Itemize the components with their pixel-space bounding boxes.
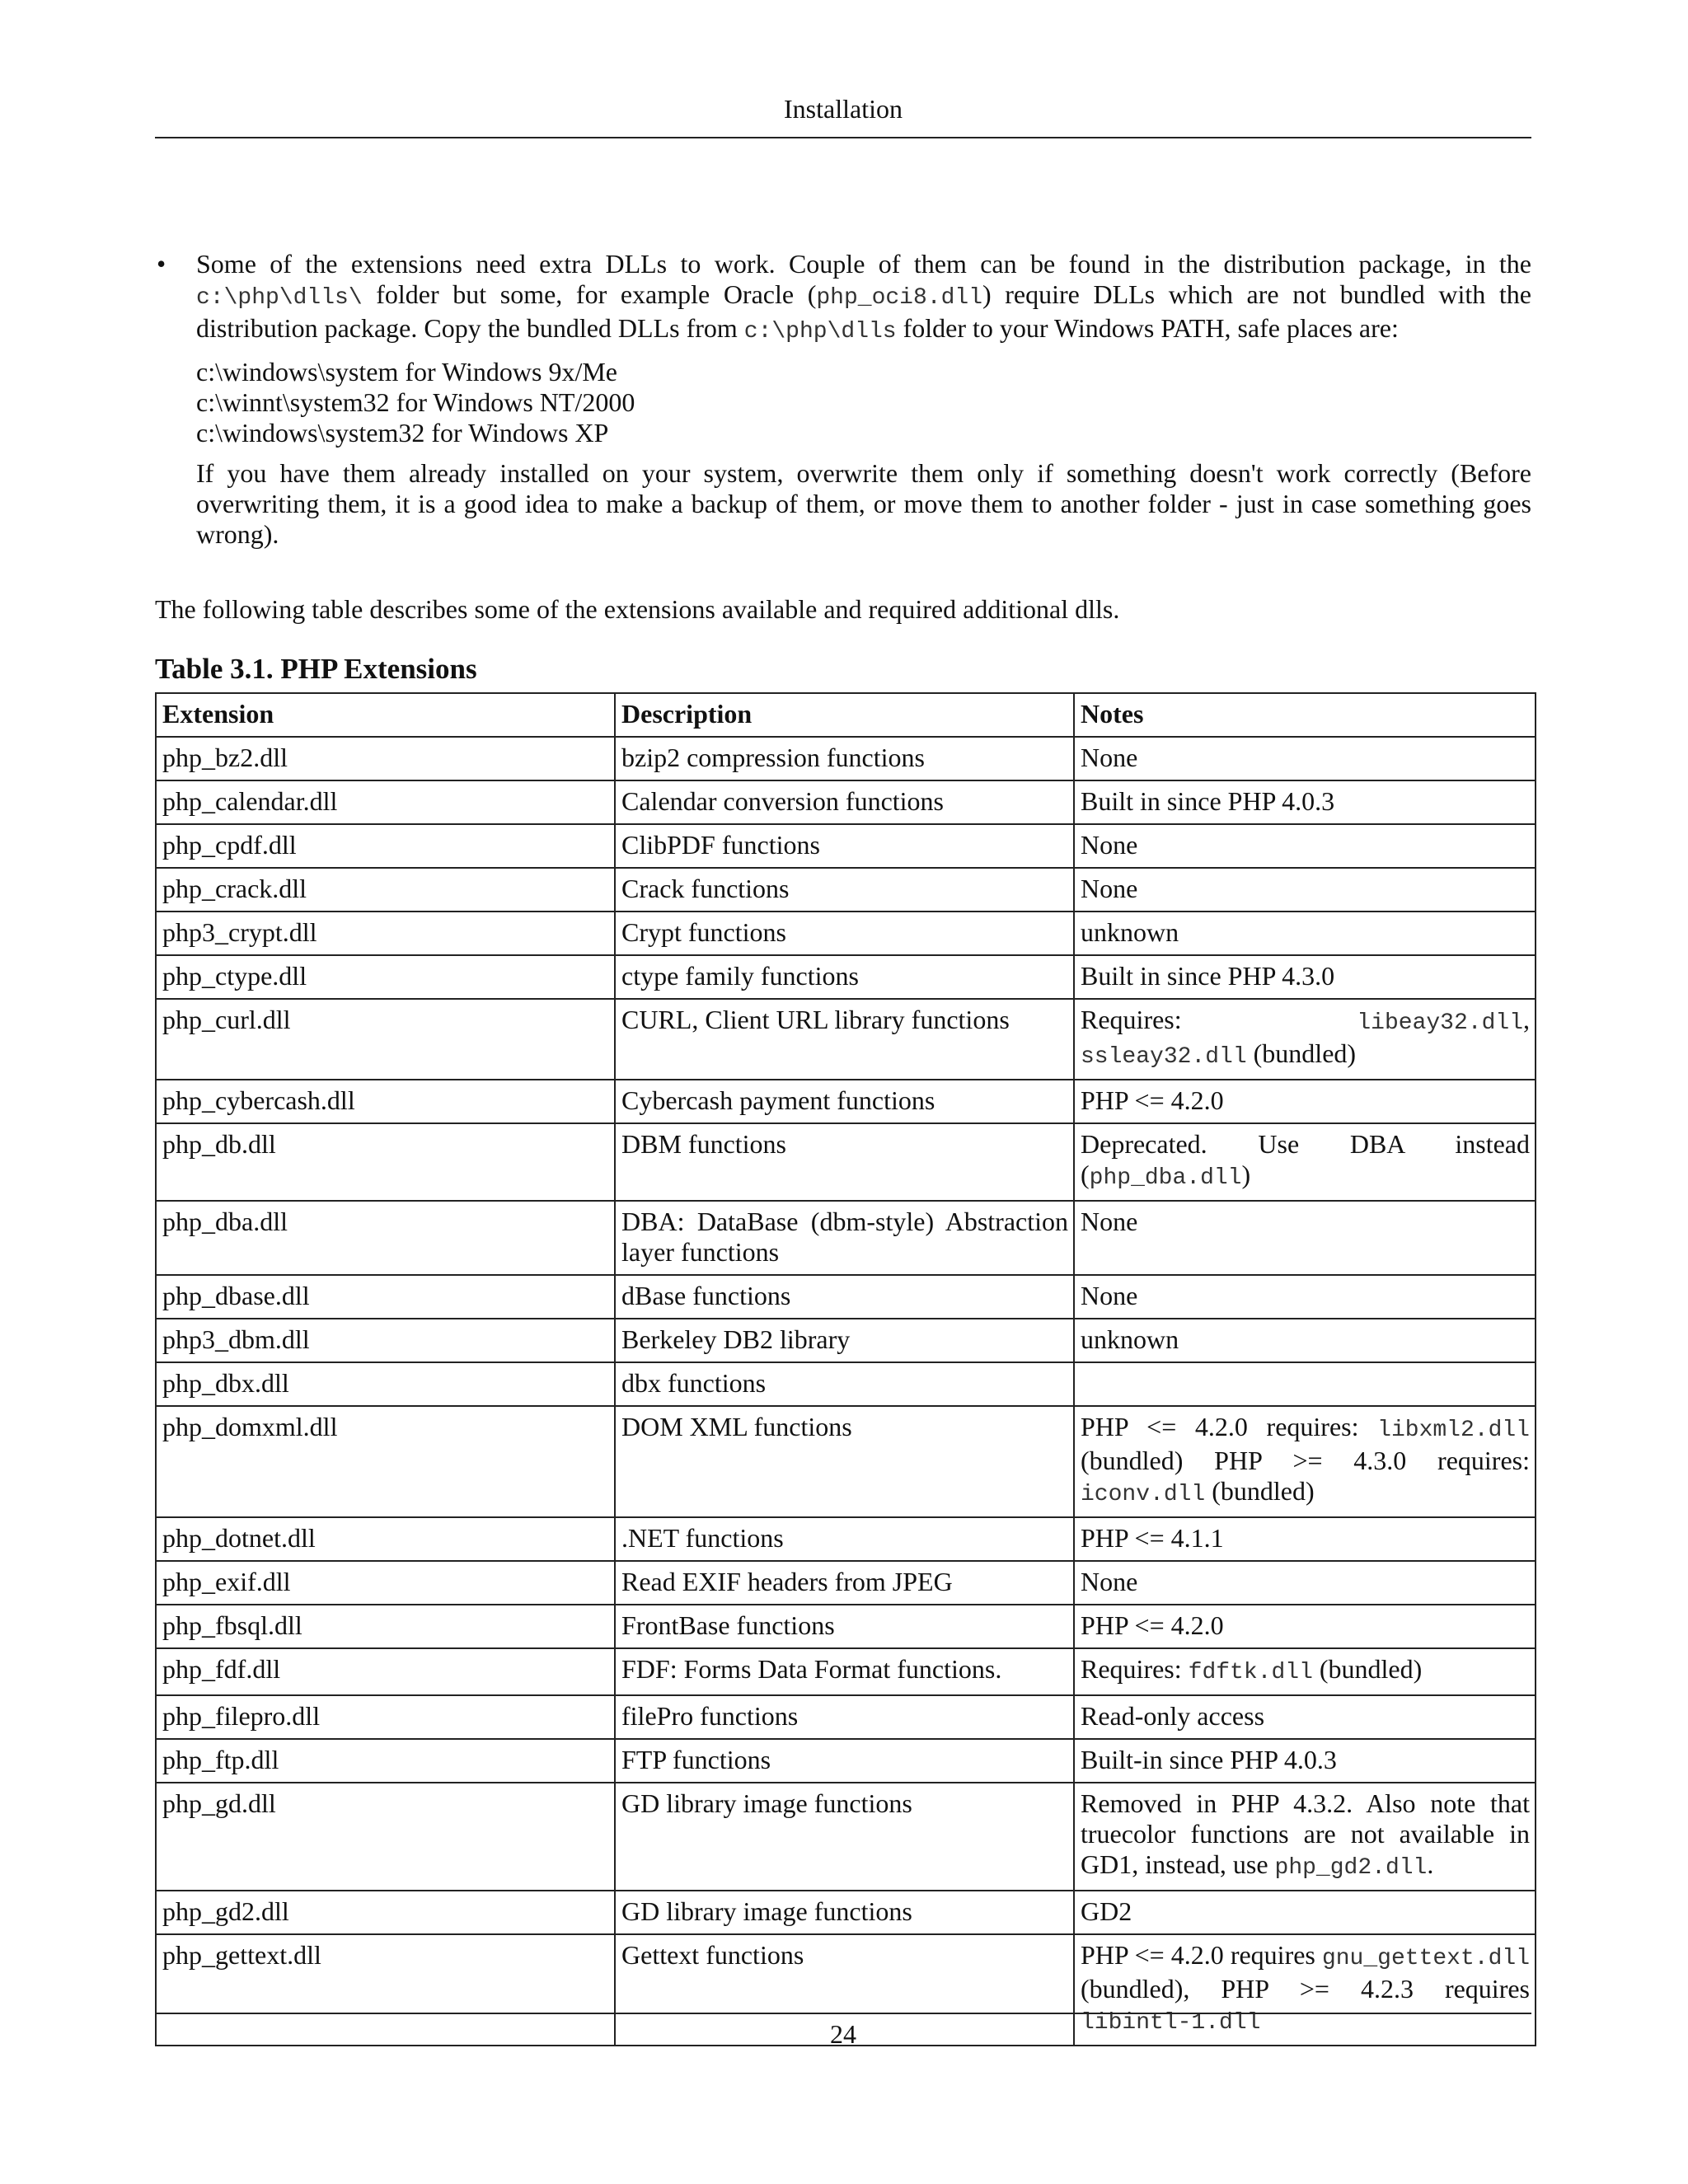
windows-path-line: c:\windows\system32 for Windows XP [196,418,609,448]
cell-extension: php_domxml.dll [156,1406,615,1517]
cell-notes: None [1074,868,1536,912]
text-span: , [1523,1005,1530,1034]
header-rule [155,137,1531,138]
cell-extension: php_dotnet.dll [156,1517,615,1561]
code-filename: php_dba.dll [1089,1165,1242,1191]
text-span: ) [1241,1160,1251,1189]
cell-notes [1074,1648,1536,1695]
cell-description: ClibPDF functions [615,824,1074,868]
table-row [156,955,1536,999]
cell-description: ctype family functions [615,955,1074,999]
table-row [156,1783,1536,1891]
cell-notes: GD2 [1074,1891,1536,1934]
cell-description: DOM XML functions [615,1406,1074,1517]
text-span: folder to your Windows PATH, safe places are: [896,313,1399,343]
column-header-description: Description [615,693,1074,737]
cell-notes [1074,1123,1536,1201]
cell-description: Calendar conversion functions [615,780,1074,824]
cell-extension: php_curl.dll [156,999,615,1080]
cell-extension: php_bz2.dll [156,737,615,780]
cell-extension: php_fdf.dll [156,1648,615,1695]
table-row [156,1605,1536,1648]
cell-extension: php_cybercash.dll [156,1080,615,1123]
table-row [156,1891,1536,1934]
cell-description: Read EXIF headers from JPEG [615,1561,1074,1605]
table-intro-text: The following table describes some of the extensions available and required additional dlls. [155,594,1120,624]
text-span: folder but some, for example Oracle ( [362,279,817,309]
table-row [156,1561,1536,1605]
table-row [156,1080,1536,1123]
text-span: (bundled), PHP >= 4.2.3 requires [1081,1974,1530,2004]
cell-extension: php_dbase.dll [156,1275,615,1319]
table-row [156,1319,1536,1362]
code-filename: iconv.dll [1081,1482,1206,1507]
text-span: (bundled) [1205,1476,1315,1506]
windows-path-list [196,357,1531,448]
code-filename: libeay32.dll [1357,1010,1523,1036]
cell-description: GD library image functions [615,1891,1074,1934]
windows-path-line: c:\windows\system for Windows 9x/Me [196,357,617,387]
table-row [156,1275,1536,1319]
cell-notes: unknown [1074,912,1536,955]
column-header-notes: Notes [1074,693,1536,737]
overwrite-note-paragraph: If you have them already installed on your system, overwrite them only if something doesn't work correctly (Before overwriting them, it is a good idea to make a backup of them, or move them to another folder - just in case something goes wrong). [196,458,1531,549]
cell-extension: php_gettext.dll [156,1934,615,2046]
dll-bullet-item [155,249,1531,550]
cell-notes: Read-only access [1074,1695,1536,1739]
cell-extension: php_db.dll [156,1123,615,1201]
table-row [156,1648,1536,1695]
code-filename: gnu_gettext.dll [1321,1946,1530,1971]
cell-description: FrontBase functions [615,1605,1074,1648]
table-row [156,737,1536,780]
text-span: PHP <= 4.2.0 requires: [1081,1412,1378,1441]
cell-extension: php_ctype.dll [156,955,615,999]
cell-extension: php_dbx.dll [156,1362,615,1406]
main-content [155,249,1531,2046]
cell-description: .NET functions [615,1517,1074,1561]
text-span: Some of the extensions need extra DLLs to work. Couple of them can be found in the distribution package, in the [196,249,1531,279]
text-span: Removed in PHP 4.3.2. Also note that truecolor functions are not available in GD1, instead, use [1081,1788,1530,1879]
cell-description: GD library image functions [615,1783,1074,1891]
code-filename: libintl-1.dll [1081,2010,1261,2036]
table-row [156,1362,1536,1406]
code-filename: php_oci8.dll [816,285,982,311]
cell-notes: PHP <= 4.1.1 [1074,1517,1536,1561]
footer-rule [155,2013,1531,2014]
code-filename: ssleay32.dll [1081,1044,1247,1070]
cell-description: DBA: DataBase (dbm-style) Abstraction layer functions [615,1201,1074,1275]
code-filename: fdftk.dll [1188,1660,1313,1685]
page-number: 24 [830,2019,856,2049]
cell-extension: php_cpdf.dll [156,824,615,868]
cell-notes: None [1074,1201,1536,1275]
code-filename: php_gd2.dll [1274,1855,1428,1881]
table-row [156,1201,1536,1275]
php-extensions-table [155,692,1536,2046]
text-span: (bundled) PHP >= 4.3.0 requires: [1081,1446,1530,1475]
table-header-row [156,693,1536,737]
code-path: c:\php\dlls\ [196,285,363,311]
cell-description: FTP functions [615,1739,1074,1783]
cell-notes: PHP <= 4.2.0 [1074,1605,1536,1648]
table-row [156,912,1536,955]
cell-extension: php_gd2.dll [156,1891,615,1934]
text-span: PHP <= 4.2.0 requires [1081,1940,1322,1970]
table-row [156,1739,1536,1783]
table-row [156,1695,1536,1739]
table-row [156,868,1536,912]
cell-extension: php_gd.dll [156,1783,615,1891]
cell-extension: php3_crypt.dll [156,912,615,955]
text-span: Deprecated. Use DBA instead ( [1081,1129,1530,1189]
cell-extension: php3_dbm.dll [156,1319,615,1362]
cell-extension: php_exif.dll [156,1561,615,1605]
cell-description: CURL, Client URL library functions [615,999,1074,1080]
text-span: (bundled) [1312,1654,1423,1684]
code-filename: libxml2.dll [1377,1418,1530,1443]
cell-extension: php_crack.dll [156,868,615,912]
text-span: Requires: [1081,1005,1357,1034]
cell-notes: Built in since PHP 4.0.3 [1074,780,1536,824]
cell-description: DBM functions [615,1123,1074,1201]
cell-extension: php_fbsql.dll [156,1605,615,1648]
dll-paragraph [196,249,1531,347]
cell-description: FDF: Forms Data Format functions. [615,1648,1074,1695]
table-row [156,1517,1536,1561]
cell-description: bzip2 compression functions [615,737,1074,780]
cell-extension: php_ftp.dll [156,1739,615,1783]
cell-notes: None [1074,824,1536,868]
cell-description: Crypt functions [615,912,1074,955]
running-header: Installation [784,94,903,124]
cell-notes [1074,1783,1536,1891]
cell-notes: None [1074,1561,1536,1605]
cell-extension: php_filepro.dll [156,1695,615,1739]
text-span: Requires: [1081,1654,1189,1684]
cell-description: Berkeley DB2 library [615,1319,1074,1362]
text-span: . [1427,1849,1434,1879]
cell-notes: Built in since PHP 4.3.0 [1074,955,1536,999]
bullet-marker: • [157,249,166,279]
cell-description: dbx functions [615,1362,1074,1406]
cell-description: filePro functions [615,1695,1074,1739]
cell-notes [1074,1362,1536,1406]
table-row [156,1123,1536,1201]
table-row [156,824,1536,868]
table-row [156,999,1536,1080]
code-path: c:\php\dlls [743,319,897,344]
cell-extension: php_calendar.dll [156,780,615,824]
cell-description: Cybercash payment functions [615,1080,1074,1123]
cell-notes: None [1074,737,1536,780]
table-row [156,1406,1536,1517]
text-span: (bundled) [1246,1038,1357,1068]
table-title: Table 3.1. PHP Extensions [155,653,477,685]
cell-description: dBase functions [615,1275,1074,1319]
cell-description: Gettext functions [615,1934,1074,2046]
cell-notes: unknown [1074,1319,1536,1362]
text-span: ) require DLLs which are not bundled with the distribution package. Copy the bundled DLLs from [196,279,1532,343]
cell-notes: PHP <= 4.2.0 [1074,1080,1536,1123]
cell-notes: Built-in since PHP 4.0.3 [1074,1739,1536,1783]
column-header-extension: Extension [156,693,615,737]
cell-extension: php_dba.dll [156,1201,615,1275]
cell-notes: None [1074,1275,1536,1319]
cell-notes [1074,999,1536,1080]
table-row [156,780,1536,824]
cell-notes [1074,1406,1536,1517]
windows-path-line: c:\winnt\system32 for Windows NT/2000 [196,387,635,417]
cell-description: Crack functions [615,868,1074,912]
